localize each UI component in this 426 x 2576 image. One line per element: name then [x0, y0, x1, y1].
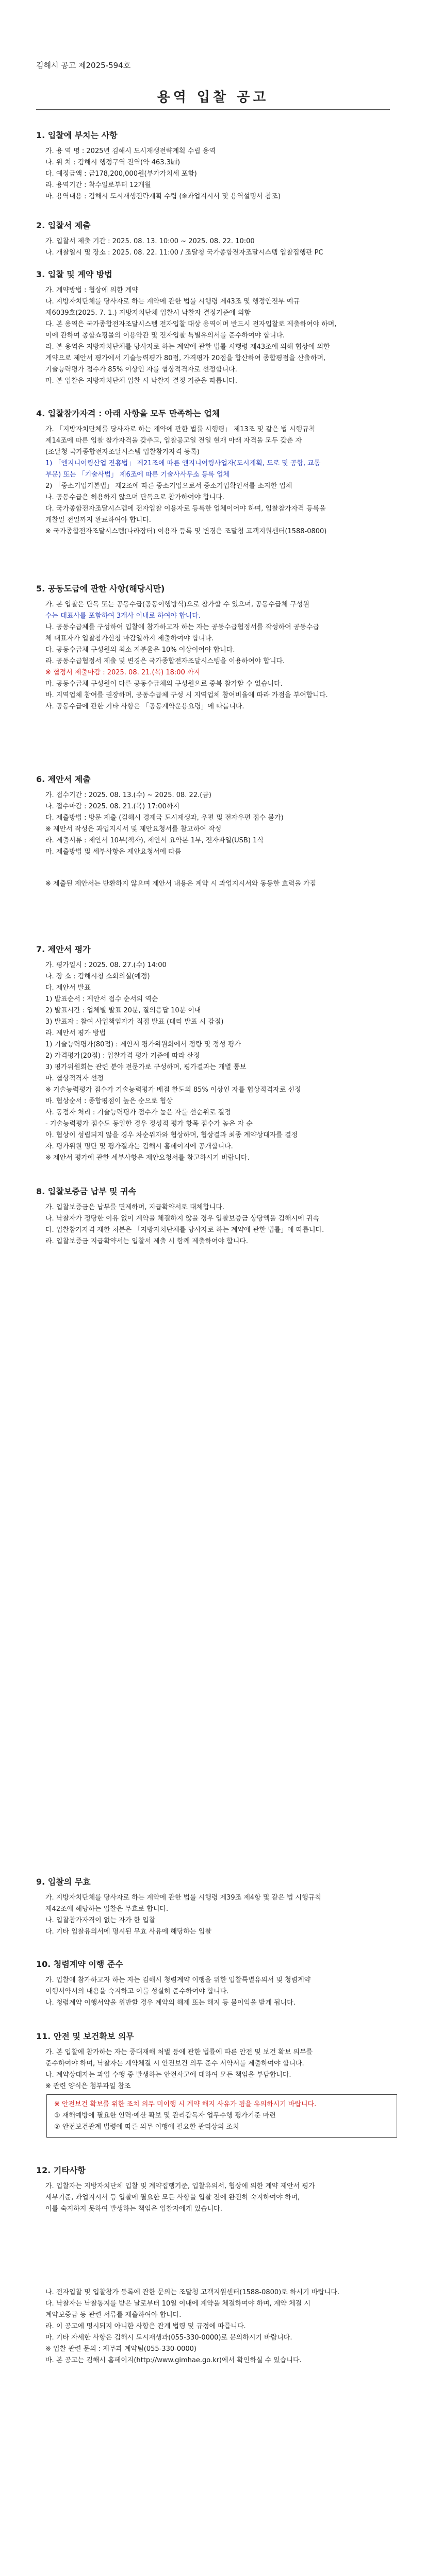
list-item: 나. 입찰참가자격이 없는 자가 한 입찰 — [45, 1917, 156, 1924]
list-item: 라. 이 공고에 명시되지 아니한 사항은 관계 법령 및 규정에 따릅니다. — [45, 2323, 246, 2330]
section-heading: 7. 제안서 평가 — [36, 944, 91, 954]
list-item: 다. 입찰참가자격 제한 처분은 「지방자치단체를 당사자로 하는 계약에 관한 법률」에 따릅니다. — [45, 1226, 324, 1234]
section-heading: 10. 청렴계약 이행 준수 — [36, 1959, 123, 1969]
list-item: 제14조에 따른 입찰 참가자격을 갖추고, 입찰공고일 전일 현재 아래 자격을 모두 갖춘 자 — [45, 437, 302, 445]
list-item: 바. 본 공고는 김해시 홈페이지(http://www.gimhae.go.kr)에서 확인하실 수 있습니다. — [45, 2357, 302, 2364]
list-item: 나. 지방자치단체를 당사자로 하는 계약에 관한 법률 시행령 제43조 및 행정안전부 예규 — [45, 298, 300, 306]
section-heading: 6. 제안서 제출 — [36, 774, 91, 784]
list-item: 제6039호(2025. 7. 1.) 지방자치단체 입찰시 낙찰자 결정기준에 의함 — [45, 309, 251, 317]
list-item: 마. 용역내용 : 김해시 도시재생전략계획 수립 (※과업지시서 및 용역설명서 참조) — [45, 193, 281, 200]
list-item: 다. 예정금액 : 금178,200,000원(부가가치세 포함) — [45, 170, 197, 178]
list-item: 나. 개찰일시 및 장소 : 2025. 08. 22. 11:00 / 조달청 국가종합전자조달시스템 입찰집행관 PC — [45, 249, 323, 257]
section-12 — [36, 2164, 390, 2366]
page-title: 용역 입찰 공고 — [157, 90, 269, 105]
list-item: 나. 장 소 : 김해시청 소회의실(예정) — [45, 973, 150, 980]
section-heading: 8. 입찰보증금 납부 및 귀속 — [36, 1187, 137, 1196]
doc-number: 김해시 공고 제2025-594호 — [36, 61, 131, 70]
list-item: 라. 제안서 평가 방법 — [45, 1029, 106, 1037]
section-5 — [36, 582, 390, 713]
list-item: 가. 입찰서 제출 기간 : 2025. 08. 13. 10:00 ~ 2025. 08. 22. 10:00 — [45, 238, 255, 245]
box-line: ② 안전보건관계 법령에 따른 의무 이행에 필요한 관리상의 조치 — [54, 2123, 239, 2131]
list-item: 마. 공동수급체 구성원이 다른 공동수급체의 구성원으로 중복 참가할 수 없습니다. — [45, 680, 283, 688]
list-item: 수는 대표사를 포함하여 3개사 이내로 하여야 합니다. — [45, 612, 201, 620]
list-item: 다. 낙찰자는 낙찰통지를 받은 날로부터 10일 이내에 계약을 체결하여야 하며, 계약 체결 시 — [45, 2300, 310, 2308]
list-item: 나. 위 치 : 김해시 행정구역 전역(약 463.3㎢) — [45, 159, 181, 166]
list-item: 나. 계약상대자는 과업 수행 중 발생하는 안전사고에 대하여 모든 책임을 부담합니다. — [45, 2071, 291, 2079]
section-11 — [36, 2030, 390, 2092]
section-heading: 3. 입찰 및 계약 방법 — [36, 269, 112, 279]
list-item: 라. 입찰보증금 지급확약서는 입찰서 제출 시 함께 제출하여야 합니다. — [45, 1238, 248, 1245]
list-item: 나. 청렴계약 이행서약을 위반할 경우 계약의 해제 또는 해지 등 불이익을 받게 됩니다. — [45, 1999, 296, 2007]
list-item: 가. 「지방자치단체를 당사자로 하는 계약에 관한 법률 시행령」 제13조 및 같은 법 시행규칙 — [45, 426, 316, 433]
list-item: 2) 발표시간 : 업체별 발표 20분, 질의응답 10분 이내 — [45, 1007, 201, 1014]
list-item: 나. 전자입찰 및 입찰참가 등록에 관한 문의는 조달청 고객지원센터(1588-0800)로 하시기 바랍니다. — [45, 2289, 340, 2296]
list-item: 2) 「중소기업기본법」 제2조에 따른 중소기업으로서 중소기업확인서를 소지한 업체 — [45, 482, 292, 490]
list-item: 1) 기술능력평가(80점) : 제안서 평가위원회에서 정량 및 정성 평가 — [45, 1041, 241, 1048]
section-10 — [36, 1958, 390, 2009]
list-item: ※ 제안서 평가에 관한 세부사항은 제안요청서를 참고하시기 바랍니다. — [45, 1154, 250, 1162]
list-item: ※ 기술능력평가 점수가 기술능력평가 배점 한도의 85% 이상인 자를 협상적격자로 선정 — [45, 1086, 301, 1094]
list-item: 자. 평가위원 명단 및 평가결과는 김해시 홈페이지에 공개합니다. — [45, 1143, 233, 1150]
list-item: 2) 가격평가(20점) : 입찰가격 평가 기준에 따라 산정 — [45, 1052, 200, 1060]
list-item: 가. 입찰자는 지방자치단체 입찰 및 계약집행기준, 입찰유의서, 협상에 의한 계약 제안서 평가 — [45, 2182, 315, 2190]
list-item: 준수하여야 하며, 낙찰자는 계약체결 시 안전보건 의무 준수 서약서를 제출하여야 합니다. — [45, 2060, 304, 2067]
section-9 — [36, 1875, 390, 1938]
list-item: 마. 제출방법 및 세부사항은 제안요청서에 따름 — [45, 848, 182, 856]
list-item: 마. 본 입찰은 지방자치단체 입찰 시 낙찰자 결정 기준을 따릅니다. — [45, 377, 237, 385]
list-item: 가. 본 입찰은 단독 또는 공동수급(공동이행방식)으로 참가할 수 있으며, 공동수급체 구성원 — [45, 601, 309, 608]
list-item: 가. 평가일시 : 2025. 08. 27.(수) 14:00 — [45, 961, 167, 969]
list-item: ※ 제안서 작성은 과업지시서 및 제안요청서를 참고하여 작성 — [45, 825, 222, 833]
list-item: ※ 협정서 제출마감 : 2025. 08. 21.(목) 18:00 까지 — [45, 669, 201, 676]
section-7 — [36, 943, 390, 1164]
list-item: 마. 기타 자세한 사항은 김해시 도시재생과(055-330-0000)로 문의하시기 바랍니다. — [45, 2334, 292, 2342]
list-item: 가. 본 입찰에 참가하는 자는 중대재해 처벌 등에 관한 법률에 따른 안전 및 보건 확보 의무를 — [45, 2048, 313, 2056]
list-item: 나. 접수마감 : 2025. 08. 21.(목) 17:00까지 — [45, 803, 179, 810]
list-item: 가. 지방자치단체를 당사자로 하는 계약에 관한 법률 시행령 제39조 제4항 및 같은 법 시행규칙 — [45, 1894, 321, 1902]
section-heading: 11. 안전 및 보건확보 의무 — [36, 2031, 134, 2041]
note: ※ 제출된 제안서는 반환하지 않으며 제안서 내용은 계약 시 과업지시서와 동등한 효력을 가짐 — [45, 880, 317, 888]
list-item: - 기술능력평가 점수도 동일한 경우 정성적 평가 항목 점수가 높은 자 순 — [45, 1120, 253, 1128]
list-item: 마. 협상적격자 선정 — [45, 1075, 104, 1082]
title-divider — [36, 109, 390, 110]
list-item: 1) 「엔지니어링산업 진흥법」 제21조에 따른 엔지니어링사업자(도시계획, 도로 및 공항, 교통 — [45, 460, 321, 467]
list-item: ※ 국가종합전자조달시스템(나라장터) 이용자 등록 및 변경은 조달청 고객지원센터(1588-0800) — [45, 528, 327, 535]
section-heading: 2. 입찰서 제출 — [36, 221, 91, 230]
section-heading: 1. 입찰에 부치는 사항 — [36, 130, 118, 140]
section-2 — [36, 219, 390, 259]
list-item: 계약으로 제안서 평가에서 기술능력평가 80점, 가격평가 20점을 합산하여 종합평점을 산출하며, — [45, 354, 326, 362]
section-3 — [36, 268, 390, 387]
section-heading: 9. 입찰의 무효 — [36, 1877, 91, 1887]
list-item: 3) 평가위원회는 관련 분야 전문가로 구성하며, 평가결과는 개별 통보 — [45, 1063, 247, 1071]
list-item: 나. 공동수급체를 구성하여 입찰에 참가하고자 하는 자는 공동수급협정서를 작성하여 공동수급 — [45, 623, 320, 631]
safety-notice-box — [46, 2094, 397, 2138]
list-item: 나. 공동수급은 허용하지 않으며 단독으로 참가하여야 합니다. — [45, 494, 225, 501]
list-item: 바. 지역업체 참여를 권장하며, 공동수급체 구성 시 지역업체 참여비율에 따라 가점을 부여합니다. — [45, 691, 328, 699]
section-heading: 12. 기타사항 — [36, 2165, 86, 2175]
list-item: 다. 공동수급체 구성원의 최소 지분율은 10% 이상이어야 합니다. — [45, 646, 235, 654]
list-item: 다. 기타 입찰유의서에 명시된 무효 사유에 해당하는 입찰 — [45, 1928, 211, 1936]
list-item: 바. 협상순서 : 종합평점이 높은 순으로 협상 — [45, 1097, 173, 1105]
list-item: 이를 숙지하지 못하여 발생하는 책임은 입찰자에게 있습니다. — [45, 2205, 222, 2213]
list-item: 사. 동점자 처리 : 기술능력평가 점수가 높은 자를 선순위로 결정 — [45, 1109, 231, 1116]
list-item: 계약보증금 등 관련 서류를 제출하여야 합니다. — [45, 2311, 182, 2319]
list-item: 나. 낙찰자가 정당한 이유 없이 계약을 체결하지 않을 경우 입찰보증금 상당액을 김해시에 귀속 — [45, 1215, 319, 1223]
list-item: 가. 계약방법 : 협상에 의한 계약 — [45, 286, 138, 294]
list-item: 기술능력평가 점수가 85% 이상인 자를 협상적격자로 선정합니다. — [45, 366, 237, 374]
section-heading: 5. 공동도급에 관한 사항(해당시만) — [36, 584, 165, 594]
list-item: 부문) 또는 「기술사법」 제6조에 따른 기술사사무소 등록 업체 — [45, 471, 230, 479]
list-item: 라. 공동수급협정서 제출 및 변경은 국가종합전자조달시스템을 이용하여야 합니다. — [45, 657, 285, 665]
list-item: ※ 관련 양식은 첨부파일 참조 — [45, 2082, 131, 2090]
list-item: 제42조에 해당하는 입찰은 무효로 합니다. — [45, 1905, 169, 1913]
list-item: 1) 발표순서 : 제안서 접수 순서의 역순 — [45, 995, 158, 1003]
section-8 — [36, 1185, 390, 1247]
list-item: 이에 관하여 종합쇼핑몰의 이용약관 및 전자입찰 특별유의서를 준수하여야 합니다. — [45, 332, 285, 340]
list-item: 체 대표자가 입찰참가신청 마감일까지 제출하여야 합니다. — [45, 635, 214, 642]
list-item: (조달청 국가종합전자조달시스템 입찰참가자격 등록) — [45, 448, 200, 456]
list-item: 개찰일 전일까지 완료하여야 합니다. — [45, 516, 151, 524]
list-item: 라. 본 용역은 지방자치단체를 당사자로 하는 계약에 관한 법률 시행령 제43조에 의해 협상에 의한 — [45, 343, 330, 351]
section-4 — [36, 407, 390, 537]
list-item: 사. 공동수급에 관한 기타 사항은 「공동계약운용요령」에 따릅니다. — [45, 703, 244, 710]
list-item: 이행서약서의 내용을 숙지하고 이를 성실히 준수하여야 합니다. — [45, 1988, 229, 1995]
list-item: ※ 입찰 관련 문의 : 재무과 계약팀(055-330-0000) — [45, 2345, 196, 2353]
list-item: 세부기준, 과업지시서 등 입찰에 필요한 모든 사항을 입찰 전에 완전히 숙지하여야 하며, — [45, 2194, 300, 2201]
list-item: 가. 용 역 명 : 2025년 김해시 도시재생전략계획 수립 용역 — [45, 147, 216, 155]
list-item: 아. 협상이 성립되지 않을 경우 차순위자와 협상하며, 협상결과 최종 계약상대자를 결정 — [45, 1131, 298, 1139]
section-1 — [36, 129, 390, 202]
list-item: 라. 용역기간 : 착수일로부터 12개월 — [45, 181, 151, 189]
list-item: 다. 제안서 발표 — [45, 984, 91, 992]
list-item: 다. 국가종합전자조달시스템에 전자입찰 이용자로 등록한 업체이어야 하며, 입찰참가자격 등록을 — [45, 505, 326, 513]
box-line: ※ 안전보건 확보를 위한 조치 의무 미이행 시 계약 해지 사유가 됨을 유의하시기 바랍니다. — [54, 2100, 317, 2108]
list-item: 가. 입찰보증금은 납부를 면제하며, 지급확약서로 대체합니다. — [45, 1204, 225, 1211]
box-line: ① 재해예방에 필요한 인력·예산 확보 및 관리감독자 업무수행 평가기준 마련 — [54, 2112, 276, 2120]
section-6 — [36, 773, 390, 890]
list-item: 가. 접수기간 : 2025. 08. 13.(수) ~ 2025. 08. 22.(금) — [45, 791, 211, 799]
section-heading: 4. 입찰참가자격 : 아래 사항을 모두 만족하는 업체 — [36, 409, 220, 418]
list-item: 라. 제출서류 : 제안서 10부(책자), 제안서 요약본 1부, 전자파일(USB) 1식 — [45, 837, 264, 844]
list-item: 다. 본 용역은 국가종합전자조달시스템 전자입찰 대상 용역이며 반드시 전자입찰로 제출하여야 하며, — [45, 320, 337, 328]
list-item: 가. 입찰에 참가하고자 하는 자는 김해시 청렴계약 이행을 위한 입찰특별유의서 및 청렴계약 — [45, 1976, 311, 1984]
list-item: 3) 발표자 : 참여 사업책임자가 직접 발표 (대리 발표 시 감점) — [45, 1018, 224, 1026]
list-item: 다. 제출방법 : 방문 제출 (김해시 경제국 도시재생과, 우편 및 전자우편 접수 불가) — [45, 814, 284, 822]
